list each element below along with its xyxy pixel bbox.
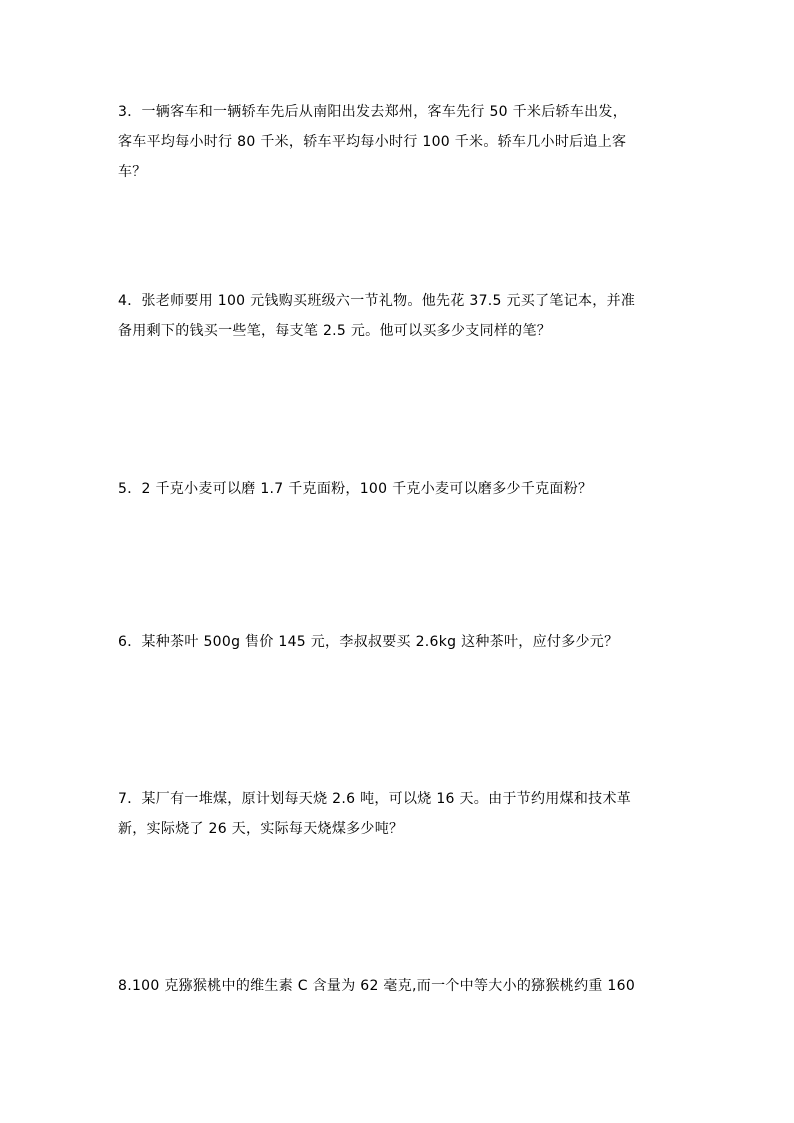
problem-4: [118, 286, 688, 346]
problem-5: [118, 474, 688, 504]
problem-8-line-1: 8.100 克猕猴桃中的维生素 C 含量为 62 毫克,而一个中等大小的猕猴桃约重 160: [118, 978, 636, 994]
problem-3-line-2: 客车平均每小时行 80 千米，轿车平均每小时行 100 千米。轿车几小时后追上客: [118, 134, 627, 150]
problem-5-line-1: 5．2 千克小麦可以磨 1.7 千克面粉，100 千克小麦可以磨多少千克面粉？: [118, 481, 593, 497]
problem-7-line-2: 新，实际烧了 26 天，实际每天烧煤多少吨？: [118, 821, 404, 837]
problem-6: [118, 627, 688, 657]
problem-7-line-1: 7．某厂有一堆煤，原计划每天烧 2.6 吨，可以烧 16 天。由于节约用煤和技术革: [118, 791, 632, 807]
problem-4-line-1: 4．张老师要用 100 元钱购买班级六一节礼物。他先花 37.5 元买了笔记本，并准: [118, 293, 636, 309]
problem-8: [118, 971, 688, 1001]
problem-4-line-2: 备用剩下的钱买一些笔，每支笔 2.5 元。他可以买多少支同样的笔？: [118, 323, 552, 339]
problem-3: [118, 97, 688, 187]
problem-3-line-1: 3．一辆客车和一辆轿车先后从南阳出发去郑州，客车先行 50 千米后轿车出发，: [118, 104, 628, 120]
problem-3-line-3: 车？: [118, 164, 147, 180]
problem-6-line-1: 6．某种茶叶 500g 售价 145 元，李叔叔要买 2.6kg 这种茶叶，应付多少元？: [118, 634, 619, 650]
problem-7: [118, 784, 688, 844]
